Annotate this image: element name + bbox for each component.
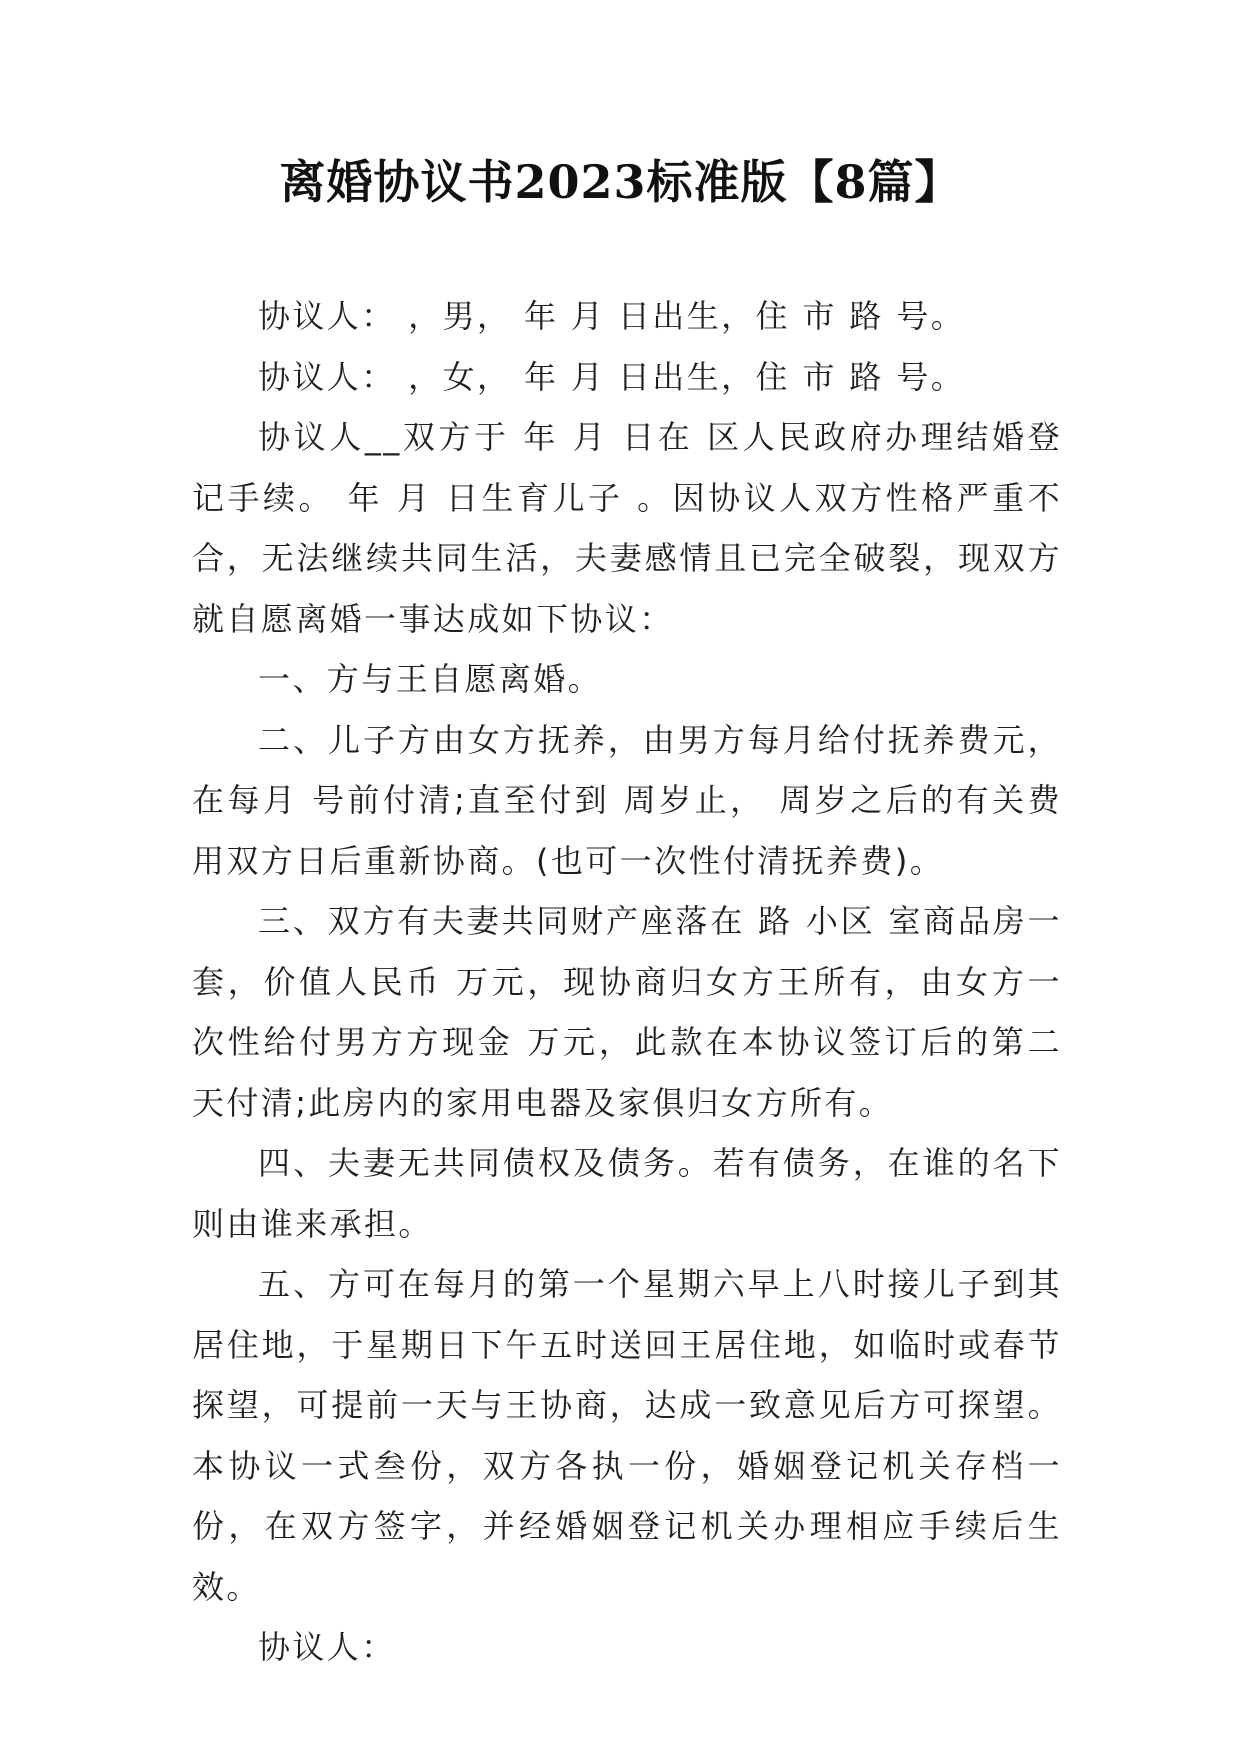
clause-3-paragraph: 三、双方有夫妻共同财产座落在 路 小区 室商品房一套，价值人民币 万元，现协商归女方王所有，由女方一次性给付男方方现金 万元，此款在本协议签订后的第二天付清;此房内的家用电器及家俱归女方所有。 — [192, 902, 1062, 1122]
clause-5-paragraph: 五、方可在每月的第一个星期六早上八时接儿子到其居住地，于星期日下午五时送回王居住地，如临时或春节探望，可提前一天与王协商，达成一致意见后方可探望。本协议一式叁份，双方各执一份，婚姻登记机关存档一份，在双方签字，并经婚姻登记机关办理相应手续后生效。 — [192, 1265, 1062, 1606]
clause-1-paragraph: 一、方与王自愿离婚。 — [258, 660, 603, 698]
party-male-line: 协议人： ，男， 年 月 日出生，住 市 路 号。 — [258, 297, 966, 335]
document-body — [192, 286, 1062, 1678]
clause-4-paragraph: 四、夫妻无共同债权及债务。若有债务，在谁的名下则由谁来承担。 — [192, 1144, 1062, 1243]
preamble-paragraph: 协议人__双方于 年 月 日在 区人民政府办理结婚登记手续。 年 月 日生育儿子 。因协议人双方性格严重不合，无法继续共同生活，夫妻感情且已完全破裂，现双方就自愿离婚一事达成如下协议： — [192, 418, 1062, 638]
party-female-line: 协议人： ，女， 年 月 日出生，住 市 路 号。 — [258, 357, 966, 396]
document-title: 离婚协议书2023标准版【8篇】 — [279, 155, 962, 209]
clause-2-paragraph: 二、儿子方由女方抚养，由男方每月给付抚养费元，在每月 号前付清;直至付到 周岁止， 周岁之后的有关费用双方日后重新协商。(也可一次性付清抚养费)。 — [192, 720, 1062, 880]
signature-line: 协议人： — [258, 1628, 396, 1666]
